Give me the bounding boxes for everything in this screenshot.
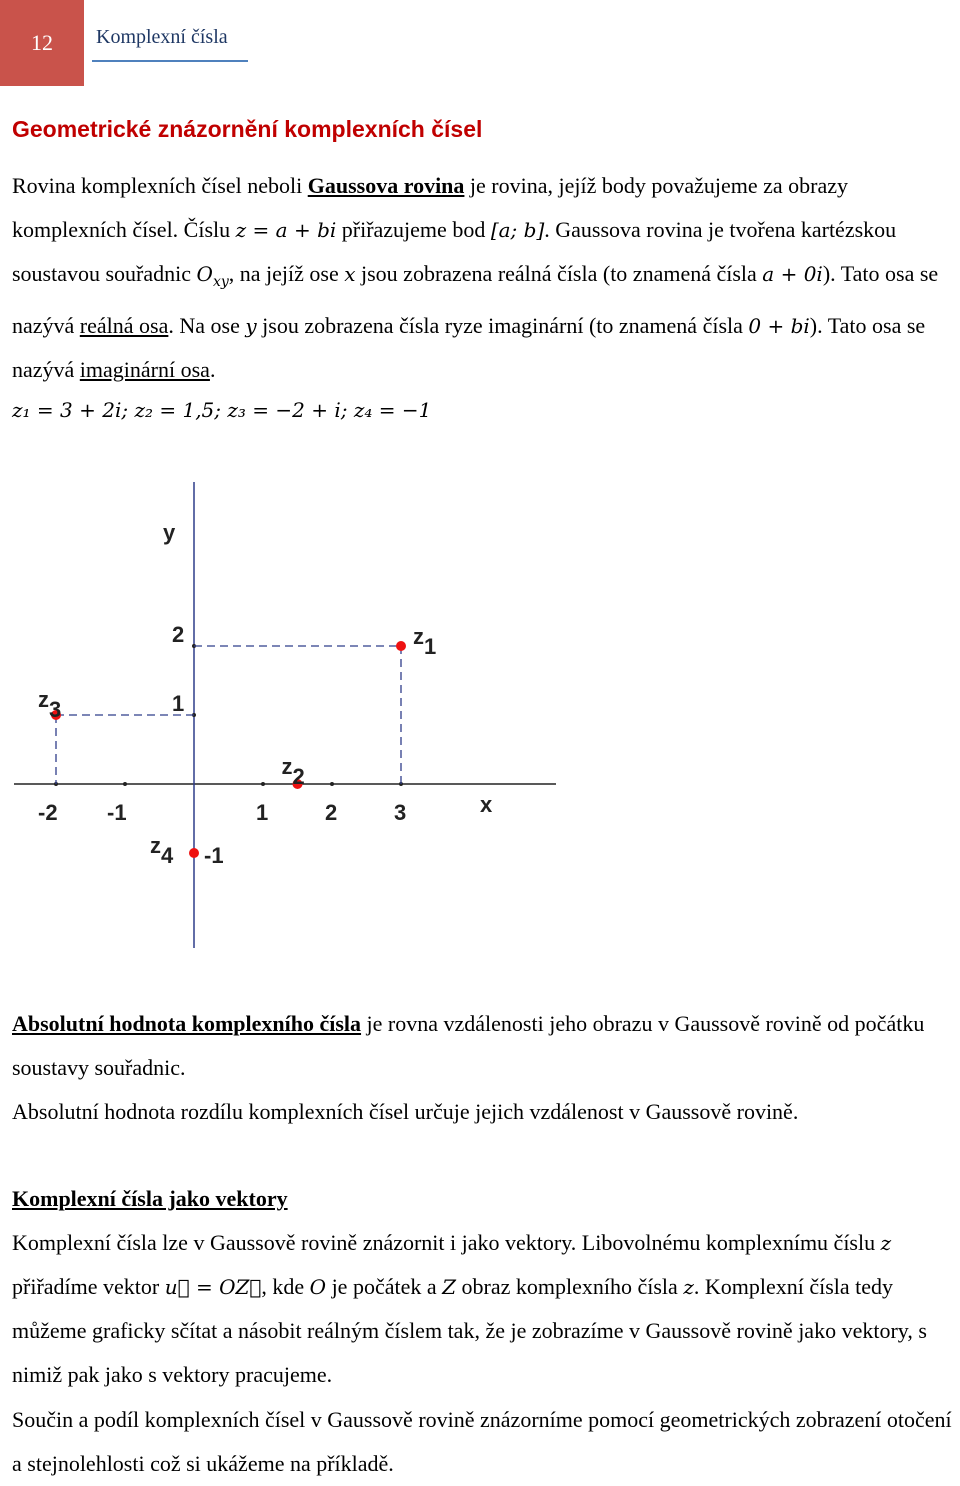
math-origin-sub: xy	[212, 274, 229, 290]
paragraph-difference: Absolutní hodnota rozdílu komplexních čísel určuje jejich vzdálenost v Gaussově rovině.	[12, 1099, 799, 1124]
text: je počátek a	[326, 1274, 443, 1299]
text: . Gaussova rovina je tvořena kartézskou soustavou souřadnic	[12, 217, 897, 286]
term-gauss-plane: Gaussova rovina	[307, 173, 465, 198]
term-real-axis: reálná osa	[79, 313, 169, 338]
text: ). Tato osa se nazývá	[12, 261, 939, 338]
text: je rovina, jejíž body považujeme za obrazy komplexních čísel. Číslu	[12, 173, 849, 242]
x-tick-mark	[123, 782, 127, 786]
text: přiřadíme vektor	[12, 1274, 165, 1299]
point-label-z4: z4	[150, 833, 174, 868]
text: přiřazujeme bod	[336, 217, 491, 242]
text: ). Tato osa se nazývá	[12, 313, 926, 382]
gauss-plane-figure	[0, 470, 600, 960]
x-tick-mark	[261, 782, 265, 786]
text: .	[209, 357, 216, 382]
math-z: z	[880, 1231, 892, 1255]
paragraph-gauss-plane	[12, 164, 960, 392]
section-heading: Geometrické znázornění komplexních čísel	[12, 116, 483, 142]
point-label-z2: z2	[281, 754, 305, 789]
text: . Komplexní čísla tedy můžeme graficky sčítat a násobit reálným číslem tak, že je zobrazíme v Gaussově rovině jako vektory, s nimiž pak jako s vektory pracujeme.	[12, 1274, 927, 1387]
section-title-vectors: Komplexní čísla jako vektory	[12, 1186, 288, 1211]
math-real: a + 0i	[762, 262, 823, 286]
paragraph-vectors	[12, 1177, 960, 1397]
examples-line: z₁ = 3 + 2i; z₂ = 1,5; z₃ = −2 + i; z₄ = −1	[12, 398, 432, 422]
point-z1	[396, 641, 406, 651]
x-tick-label: -2	[38, 800, 58, 825]
text: Rovina komplexních čísel neboli	[12, 173, 308, 198]
x-tick-label: 3	[394, 800, 407, 825]
math-z: z	[683, 1275, 694, 1299]
x-tick-label: 2	[325, 800, 338, 825]
header-rule	[92, 60, 248, 62]
text: obraz komplexního čísla	[456, 1274, 684, 1299]
term-imag-axis: imaginární osa	[79, 357, 210, 382]
term-absolute-value: Absolutní hodnota komplexního čísla	[12, 1011, 362, 1036]
x-tick-label: -1	[107, 800, 127, 825]
text: jsou zobrazena čísla ryze imaginární (to znamená čísla	[256, 313, 749, 338]
running-title: Komplexní čísla	[96, 26, 228, 48]
text: Komplexní čísla lze v Gaussově rovině znázornit i jako vektory. Libovolnému komplexnímu číslu	[12, 1230, 881, 1255]
text: . Na ose	[168, 313, 246, 338]
point-label-z3: z3	[38, 687, 62, 722]
paragraph-product: Součin a podíl komplexních čísel v Gaussově rovině znázorníme pomocí geometrických zobrazení otočení a stejnolehlosti což si ukážeme na příkladě.	[12, 1407, 952, 1476]
point-z4	[189, 848, 199, 858]
math-imag: 0 + bi	[748, 314, 810, 338]
math-z: z = a + bi	[235, 218, 337, 242]
math-point: [a; b]	[490, 218, 545, 242]
y-axis-label: y	[163, 520, 176, 545]
math-O: O	[309, 1275, 327, 1299]
text: je rovna vzdálenosti jeho obrazu v Gaussově rovině od počátku soustavy souřadnic.	[12, 1011, 925, 1080]
point-label-z1: z1	[413, 624, 437, 659]
text: jsou zobrazena reálná čísla (to znamená čísla	[355, 261, 763, 286]
paragraph-absolute-value	[12, 1002, 960, 1090]
y-tick-label: -1	[204, 843, 224, 868]
text: , na jejíž ose	[228, 261, 345, 286]
y-tick-label: 2	[172, 622, 185, 647]
x-axis-label: x	[480, 792, 493, 817]
math-y: y	[245, 314, 257, 338]
math-origin	[196, 262, 229, 290]
text: , kde	[261, 1274, 310, 1299]
page-number: 12	[0, 0, 84, 86]
x-tick-label: 1	[256, 800, 269, 825]
math-Z: Z	[442, 1275, 457, 1299]
math-vector: u⃗ = OZ⃗	[164, 1275, 262, 1299]
x-tick-mark	[330, 782, 334, 786]
math-x: x	[344, 262, 356, 286]
y-tick-label: 1	[172, 691, 185, 716]
math-origin-letter: O	[196, 262, 213, 286]
